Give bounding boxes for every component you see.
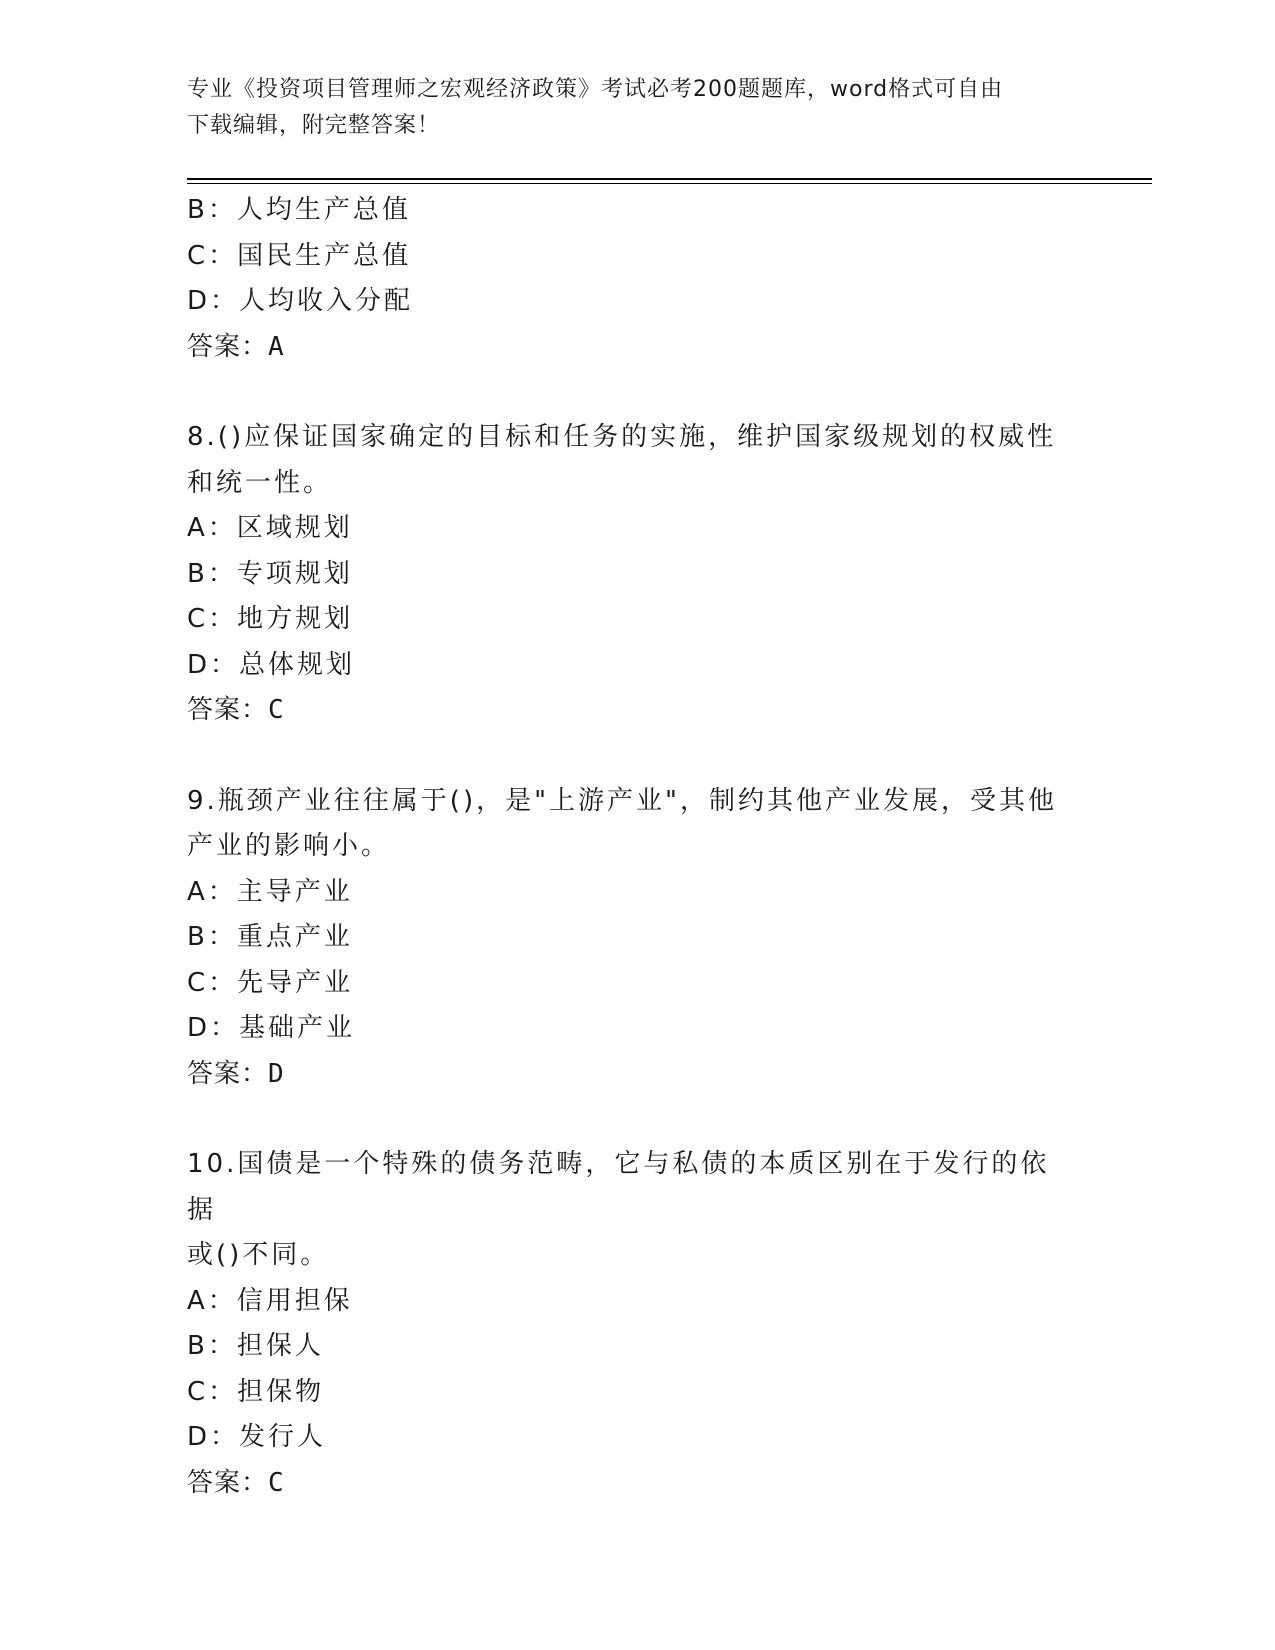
- option-label: D：: [187, 1013, 240, 1043]
- option-c: [187, 597, 1087, 643]
- answer-label: 答案：: [187, 695, 269, 725]
- option-label: B：: [187, 195, 237, 225]
- option-label: C：: [187, 240, 238, 271]
- answer-value: C: [268, 695, 285, 725]
- option-label: A：: [187, 1285, 237, 1316]
- answer-label: 答案：: [187, 1058, 269, 1089]
- question-text-line-2: 和统一性。: [187, 467, 333, 498]
- option-text: 总体规划: [239, 649, 356, 680]
- option-label: D：: [187, 286, 240, 316]
- option-b: [187, 552, 1087, 598]
- option-label: B：: [187, 558, 237, 589]
- question-8: [187, 415, 1087, 734]
- option-text: 担保人: [236, 1331, 324, 1361]
- answer-value: D: [268, 1058, 285, 1089]
- option-label: C：: [187, 967, 238, 998]
- option-text: 先导产业: [237, 967, 354, 998]
- answer-label: 答案：: [187, 1467, 269, 1498]
- option-text: 发行人: [239, 1422, 327, 1452]
- question-text: [187, 1142, 1067, 1279]
- option-text: 重点产业: [236, 922, 353, 952]
- answer-line: [187, 1461, 1087, 1507]
- option-b: [187, 915, 1087, 961]
- option-text: 基础产业: [239, 1013, 356, 1043]
- question-text-line-1: 10.国债是一个特殊的债务范畴，它与私债的本质区别在于发行的依据: [187, 1149, 1050, 1225]
- document-header: [187, 72, 1067, 144]
- option-a: [187, 870, 1087, 916]
- option-c: [187, 1370, 1087, 1416]
- option-text: 担保物: [237, 1376, 325, 1407]
- answer-value: A: [268, 331, 285, 362]
- option-label: B：: [187, 922, 237, 952]
- option-c: [187, 961, 1087, 1007]
- option-b: [187, 188, 1087, 234]
- question-text: [187, 779, 1067, 870]
- question-text-line-1: 8.()应保证国家确定的目标和任务的实施，维护国家级规划的权威性: [187, 422, 1057, 452]
- option-text: 主导产业: [236, 876, 353, 907]
- option-text: 国民生产总值: [237, 240, 412, 271]
- partial-question: [187, 188, 1087, 370]
- option-text: 区域规划: [236, 513, 353, 543]
- header-line-1: 专业《投资项目管理师之宏观经济政策》考试必考200题题库，word格式可自由: [187, 77, 1004, 102]
- header-divider-thick: [187, 178, 1152, 180]
- option-text: 人均收入分配: [239, 286, 414, 316]
- question-text-line-1: 9.瓶颈产业往往属于()，是"上游产业"，制约其他产业发展，受其他: [187, 785, 1058, 816]
- option-d: [187, 1006, 1087, 1052]
- option-label: C：: [187, 1376, 238, 1407]
- option-label: C：: [187, 604, 238, 634]
- answer-line: [187, 688, 1087, 734]
- option-text: 专项规划: [236, 558, 353, 589]
- question-text-line-2: 产业的影响小。: [187, 831, 391, 861]
- question-9: [187, 779, 1087, 1098]
- option-label: B：: [187, 1331, 237, 1361]
- option-label: D：: [187, 1422, 240, 1452]
- question-text: [187, 415, 1067, 506]
- header-divider-thin: [187, 183, 1152, 184]
- answer-line: [187, 325, 1087, 371]
- option-text: 地方规划: [237, 604, 354, 634]
- question-list: [187, 188, 1087, 1506]
- option-label: D：: [187, 649, 240, 680]
- answer-value: C: [268, 1467, 285, 1498]
- answer-line: [187, 1052, 1087, 1098]
- option-text: 人均生产总值: [236, 195, 411, 225]
- option-d: [187, 643, 1087, 689]
- option-d: [187, 1415, 1087, 1461]
- answer-label: 答案：: [187, 331, 269, 362]
- option-c: [187, 234, 1087, 280]
- header-line-2: 下载编辑，附完整答案！: [187, 113, 441, 138]
- question-text-line-2: 或()不同。: [187, 1240, 330, 1270]
- option-a: [187, 506, 1087, 552]
- option-label: A：: [187, 513, 237, 543]
- question-10: [187, 1142, 1087, 1506]
- option-b: [187, 1324, 1087, 1370]
- option-d: [187, 279, 1087, 325]
- option-label: A：: [187, 876, 237, 907]
- option-a: [187, 1279, 1087, 1325]
- option-text: 信用担保: [236, 1285, 353, 1316]
